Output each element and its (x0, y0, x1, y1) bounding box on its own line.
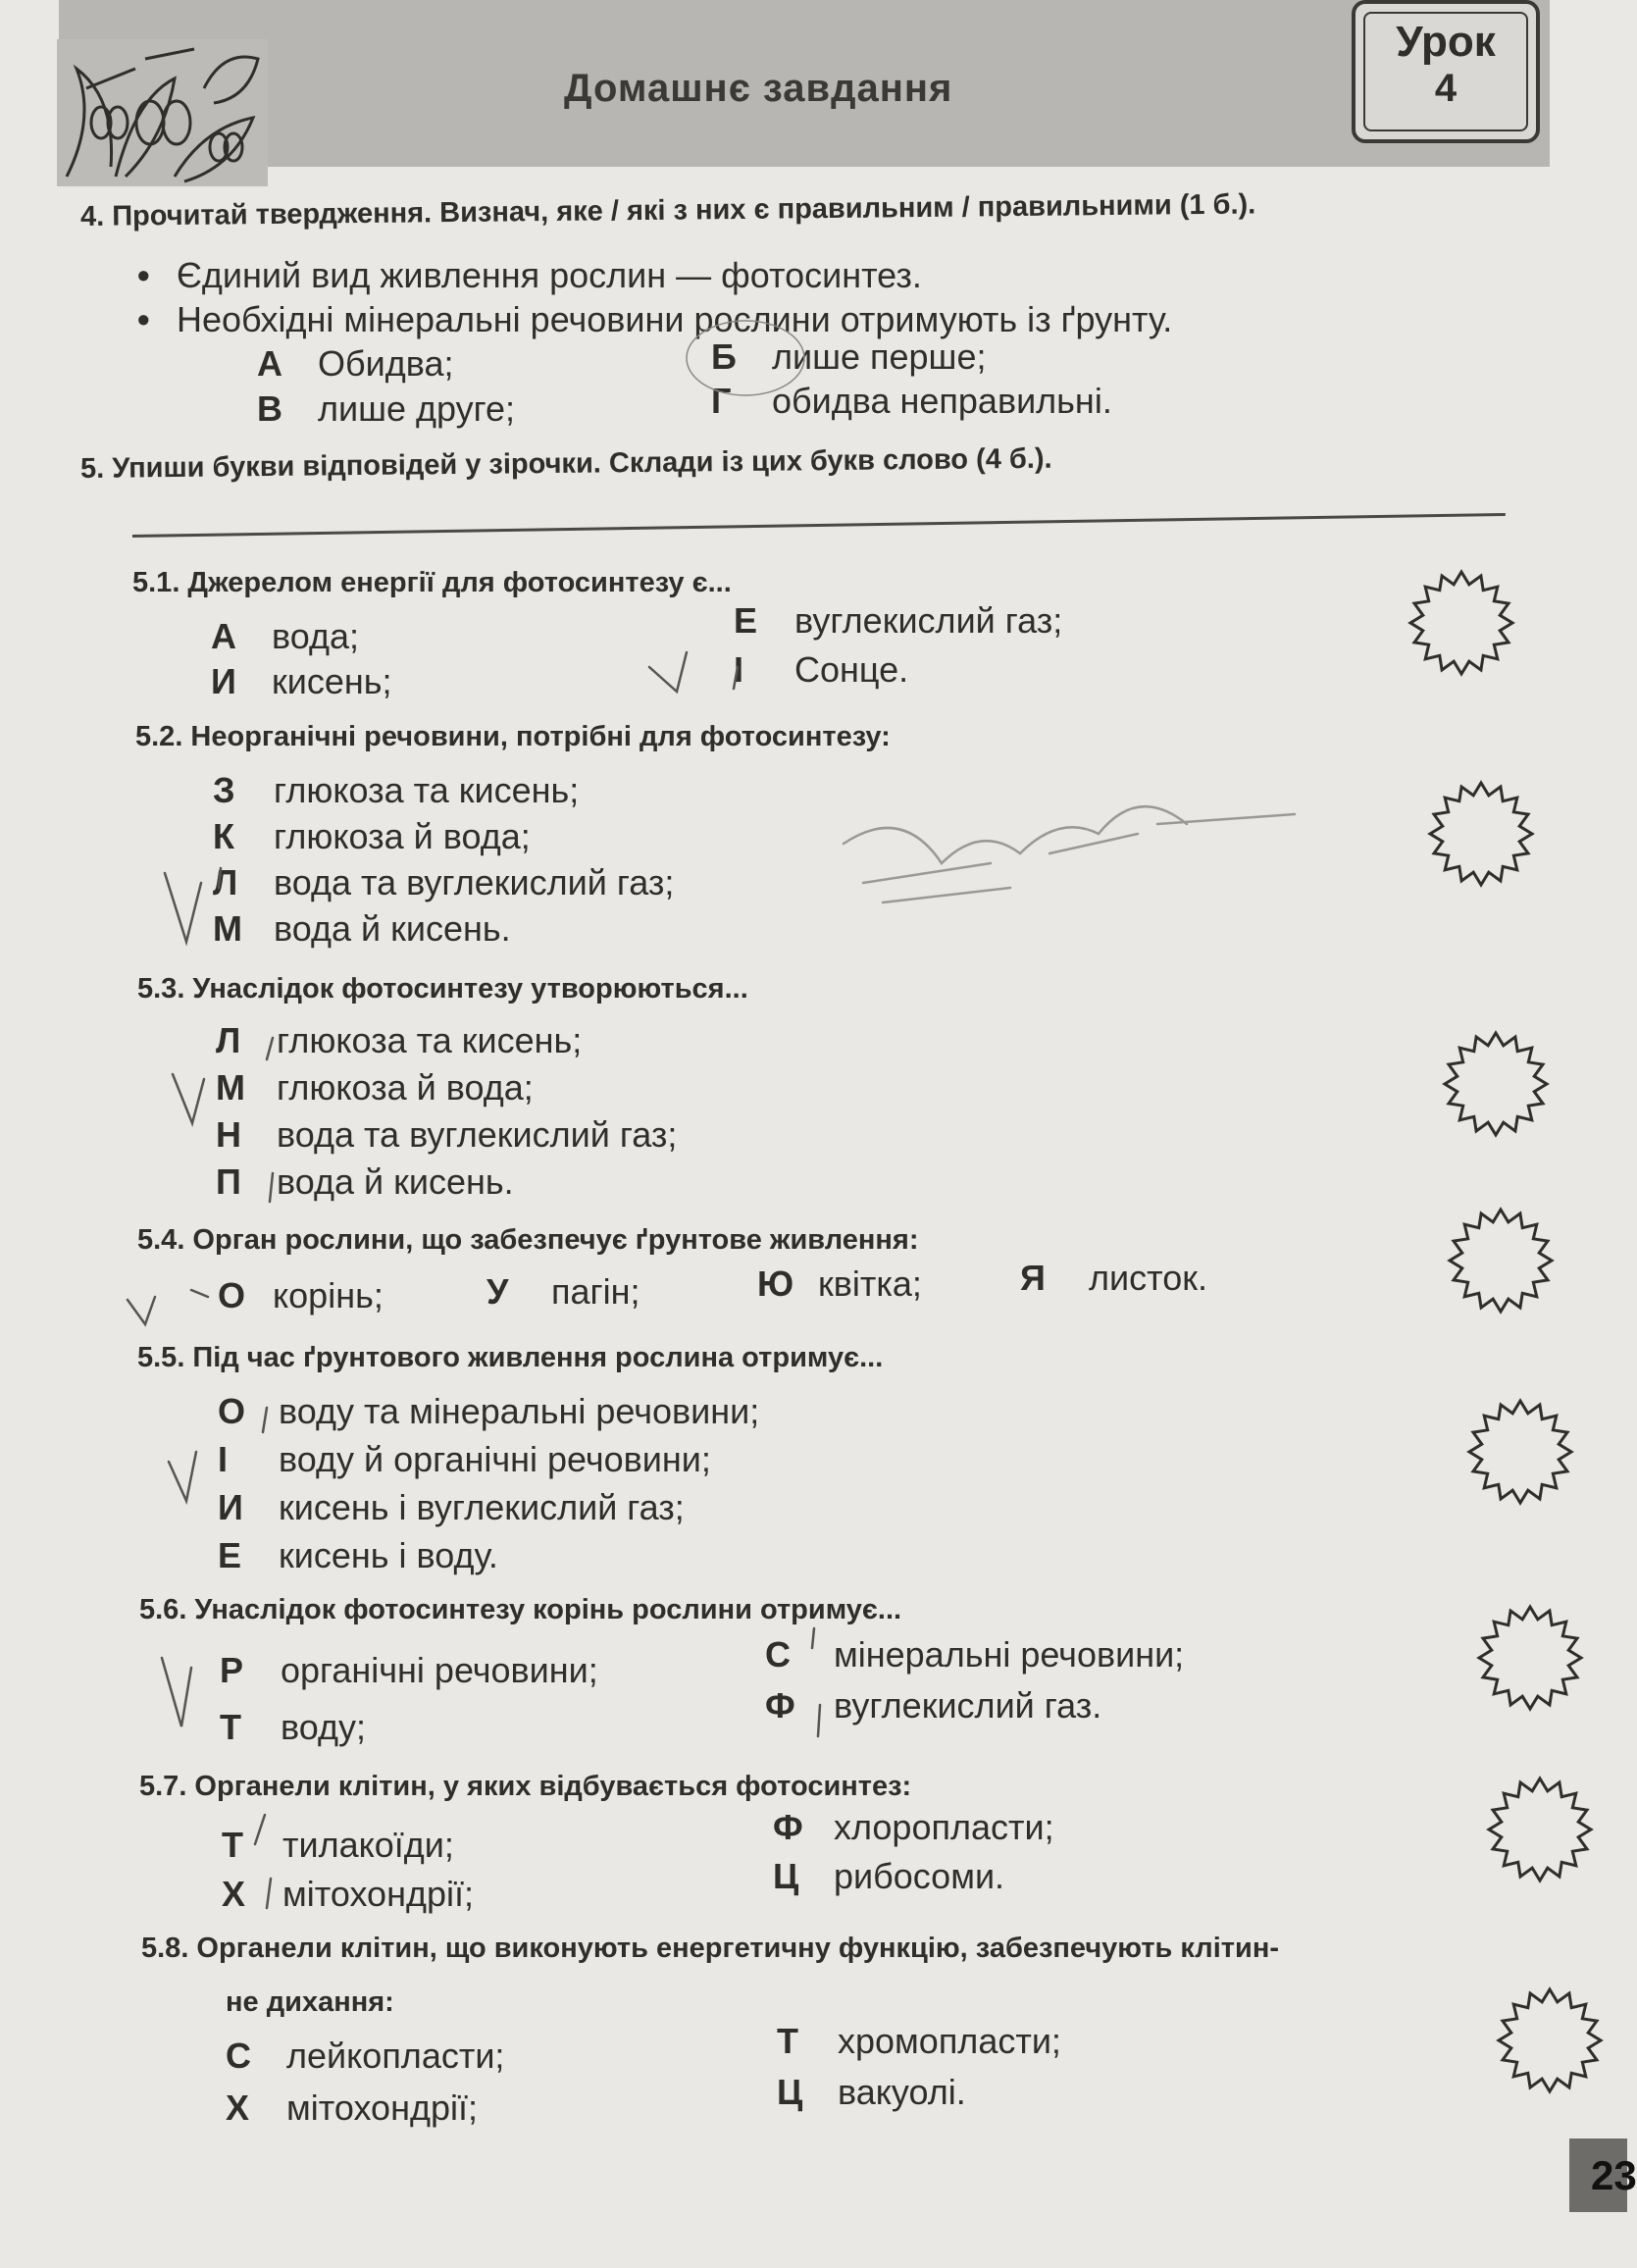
item-5-7-question: 5.7. Органели клітин, у яких відбувається фотосинтез: (139, 1771, 912, 1802)
item-5-5-option: І воду й органічні речовини; (218, 1439, 711, 1479)
item-5-6-question: 5.6. Унаслідок фотосинтезу корінь рослини отримує... (139, 1594, 902, 1625)
page-title: Домашнє завдання (564, 67, 953, 110)
item-5-3-option: Л глюкоза та кисень; (216, 1020, 583, 1060)
item-5-2-option: Л вода та вуглекислий газ; (213, 862, 675, 902)
item-5-8-option: С лейкопласти; (226, 2036, 505, 2076)
item-5-5-option: Е кисень і воду. (218, 1535, 498, 1575)
item-5-6-option: Ф вуглекислий газ. (765, 1685, 1102, 1726)
item-5-3-question: 5.3. Унаслідок фотосинтезу утворюються... (137, 973, 748, 1005)
lesson-word: Урок (1396, 18, 1496, 66)
item-5-3-option: М глюкоза й вода; (216, 1067, 534, 1108)
item-5-5-option: О воду та мінеральні речовини; (218, 1391, 760, 1431)
item-5-8-option: Х мітохондрії; (226, 2088, 478, 2128)
task4-statement-1: • Єдиний вид живлення рослин — фотосинтез. (177, 255, 922, 296)
item-5-2-option: М вода й кисень. (213, 908, 511, 949)
item-5-8-question: 5.8. Органели клітин, що виконують енергетичну функцію, забезпечують клітин- (141, 1933, 1279, 1964)
item-5-8-option: Ц вакуолі. (777, 2072, 966, 2112)
item-5-8-option: Т хромопласти; (777, 2021, 1061, 2061)
item-5-6-option: Р органічні речовини; (220, 1650, 598, 1690)
item-5-2-question: 5.2. Неорганічні речовини, потрібні для фотосинтезу: (135, 721, 891, 752)
item-5-7-option: Ц рибосоми. (773, 1856, 1005, 1896)
task5-question: 5. Упиши букви відповідей у зірочки. Склади із цих букв слово (4 б.). (79, 442, 1052, 485)
item-5-7-option: Т тилакоїди; (222, 1825, 454, 1865)
item-5-2-option: З глюкоза та кисень; (213, 770, 580, 810)
item-5-7-option: Ф хлоропласти; (773, 1807, 1054, 1847)
item-5-3-option: П вода й кисень. (216, 1161, 514, 1202)
item-5-2-option: К глюкоза й вода; (213, 816, 531, 856)
task4-option-v: В лише друге; (257, 388, 516, 429)
lesson-number: 4 (1434, 67, 1458, 110)
task4-option-b: Б лише перше; (711, 336, 987, 377)
item-5-4-option: Я листок. (1020, 1258, 1207, 1298)
item-5-3-option: Н вода та вуглекислий газ; (216, 1114, 678, 1155)
item-5-4-option: О корінь; (218, 1275, 384, 1315)
item-5-6-option: Т воду; (220, 1707, 366, 1747)
item-5-5-option: И кисень і вуглекислий газ; (218, 1487, 685, 1527)
task4-option-a: А Обидва; (257, 343, 454, 384)
item-5-4-option: У пагін; (486, 1271, 640, 1312)
item-5-1-option: І Сонце. (734, 649, 909, 690)
task4-question: 4. Прочитай твердження. Визнач, яке / які з них є правильним / правильними (1 б.). (79, 188, 1256, 232)
item-5-1-option: А вода; (211, 616, 359, 656)
item-5-5-question: 5.5. Під час ґрунтового живлення рослина отримує... (137, 1342, 884, 1373)
item-5-8-question-cont: не дихання: (226, 1986, 394, 2018)
task4-statement-2: • Необхідні мінеральні речовини рослини отримують із ґрунту. (177, 299, 1172, 340)
page-number: 23 (1569, 2139, 1627, 2212)
item-5-1-question: 5.1. Джерелом енергії для фотосинтезу є... (132, 567, 732, 598)
task4-option-g: Г обидва неправильні. (711, 381, 1112, 421)
item-5-4-question: 5.4. Орган рослини, що забезпечує ґрунтове живлення: (137, 1224, 919, 1256)
item-5-4-option: Ю квітка; (757, 1263, 922, 1304)
item-5-6-option: С мінеральні речовини; (765, 1634, 1185, 1675)
item-5-7-option: Х мітохондрії; (222, 1874, 474, 1914)
item-5-1-option: И кисень; (211, 661, 392, 701)
item-5-1-option: Е вуглекислий газ; (734, 600, 1063, 641)
